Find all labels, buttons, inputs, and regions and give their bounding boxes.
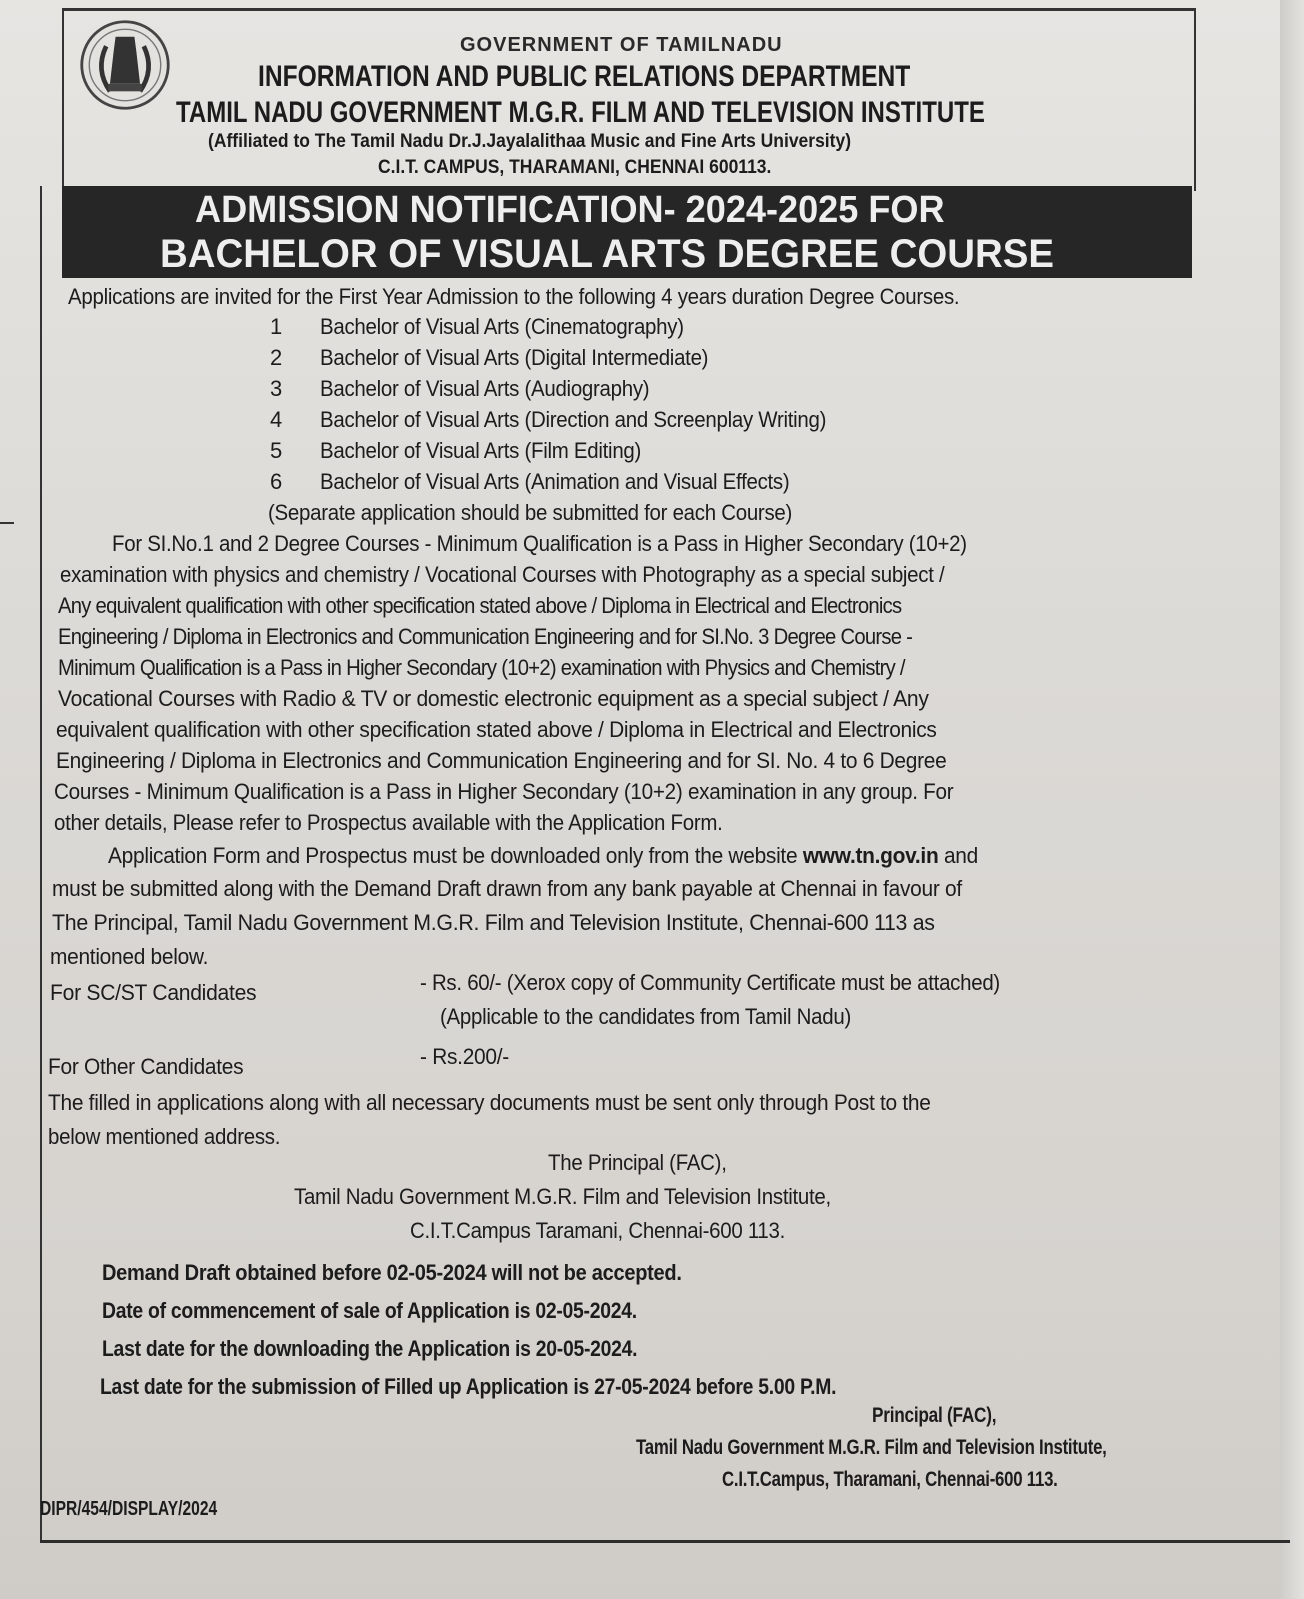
qualification-line: Engineering / Diploma in Electronics and Communication Engineering and for SI.No. 3 Degree Course - (58, 624, 913, 649)
page-edge (1280, 0, 1304, 1599)
course-label: Bachelor of Visual Arts (Animation and Visual Effects) (320, 469, 790, 494)
course-label: Bachelor of Visual Arts (Digital Intermediate) (320, 345, 709, 370)
separate-application-note: (Separate application should be submitted for each Course) (268, 500, 793, 525)
left-border (40, 186, 42, 1540)
application-line: mentioned below. (50, 944, 209, 969)
post-note-line: The filled in applications along with all necessary documents must be sent only through Post to the (48, 1090, 931, 1115)
bottom-border (40, 1540, 1290, 1543)
application-line: must be submitted along with the Demand Draft drawn from any bank payable at Chennai in favour of (52, 876, 962, 901)
qualification-line: Any equivalent qualification with other specification stated above / Diploma in Electrical and Electronics (58, 593, 902, 618)
course-number: 3 (270, 376, 283, 401)
post-note-line: below mentioned address. (48, 1124, 281, 1149)
course-label: Bachelor of Visual Arts (Cinematography) (320, 314, 684, 339)
qualification-line: equivalent qualification with other specification stated above / Diploma in Electrical and Electronics (56, 717, 937, 742)
course-label: Bachelor of Visual Arts (Direction and Screenplay Writing) (320, 407, 827, 432)
signature-line: Tamil Nadu Government M.G.R. Film and Television Institute, (636, 1436, 1107, 1459)
affiliation-line: (Affiliated to The Tamil Nadu Dr.J.Jayalalithaa Music and Fine Arts University) (208, 131, 852, 152)
fee-note: (Applicable to the candidates from Tamil Nadu) (440, 1004, 851, 1029)
signature-line: C.I.T.Campus, Tharamani, Chennai-600 113. (722, 1468, 1058, 1491)
address-line: Tamil Nadu Government M.G.R. Film and Television Institute, (294, 1184, 831, 1209)
qualification-line: Vocational Courses with Radio & TV or domestic electronic equipment as a special subject / Any (58, 686, 929, 711)
date-line: Demand Draft obtained before 02-05-2024 will not be accepted. (102, 1260, 682, 1285)
application-text: and (938, 843, 978, 868)
course-label: Bachelor of Visual Arts (Film Editing) (320, 438, 642, 463)
application-text: Application Form and Prospectus must be downloaded only from the website (108, 843, 803, 868)
intro-text: Applications are invited for the First Year Admission to the following 4 years duration Degree Courses. (68, 284, 960, 309)
date-line: Date of commencement of sale of Application is 02-05-2024. (102, 1298, 637, 1323)
signature-line: Principal (FAC), (872, 1404, 997, 1427)
qualification-line: Courses - Minimum Qualification is a Pass in Higher Secondary (10+2) examination in any group. For (54, 779, 954, 804)
course-number: 6 (270, 469, 283, 494)
qualification-line: examination with physics and chemistry / Vocational Courses with Photography as a special subject / (60, 562, 945, 587)
course-number: 2 (270, 345, 283, 370)
qualification-line: Engineering / Diploma in Electronics and Communication Engineering and for SI. No. 4 to 6 Degree (56, 748, 947, 773)
fee-amount: - Rs.200/- (420, 1044, 509, 1069)
website-link[interactable]: www.tn.gov.in (802, 843, 939, 868)
course-number: 1 (270, 314, 283, 339)
department-title: INFORMATION AND PUBLIC RELATIONS DEPARTMENT (258, 60, 911, 93)
campus-address: C.I.T. CAMPUS, THARAMANI, CHENNAI 600113. (378, 157, 772, 178)
course-number: 5 (270, 438, 283, 463)
banner-title-line2: BACHELOR OF VISUAL ARTS DEGREE COURSE (160, 232, 1054, 276)
tamilnadu-emblem-icon (78, 18, 172, 112)
reference-number: DIPR/454/DISPLAY/2024 (40, 1498, 218, 1520)
address-line: The Principal (FAC), (548, 1150, 727, 1175)
institute-title: TAMIL NADU GOVERNMENT M.G.R. FILM AND TELEVISION INSTITUTE (176, 96, 985, 129)
divider (0, 522, 14, 524)
qualification-line: other details, Please refer to Prospectus available with the Application Form. (54, 810, 723, 835)
date-line: Last date for the submission of Filled up Application is 27-05-2024 before 5.00 P.M. (100, 1374, 837, 1399)
fee-category: For Other Candidates (48, 1054, 244, 1079)
application-line (108, 843, 978, 868)
application-line: The Principal, Tamil Nadu Government M.G.R. Film and Television Institute, Chennai-600 113 as (52, 910, 935, 935)
qualification-line: For SI.No.1 and 2 Degree Courses - Minimum Qualification is a Pass in Higher Secondary (10+2) (112, 531, 967, 556)
fee-category: For SC/ST Candidates (50, 980, 257, 1005)
banner-title-line1: ADMISSION NOTIFICATION- 2024-2025 FOR (195, 189, 945, 231)
government-title: GOVERNMENT OF TAMILNADU (460, 34, 783, 56)
address-line: C.I.T.Campus Taramani, Chennai-600 113. (410, 1218, 786, 1243)
course-label: Bachelor of Visual Arts (Audiography) (320, 376, 650, 401)
course-number: 4 (270, 407, 283, 432)
date-line: Last date for the downloading the Application is 20-05-2024. (102, 1336, 638, 1361)
fee-amount: - Rs. 60/- (Xerox copy of Community Certificate must be attached) (420, 970, 1000, 995)
qualification-line: Minimum Qualification is a Pass in Higher Secondary (10+2) examination with Physics and Chemistry / (58, 655, 905, 680)
